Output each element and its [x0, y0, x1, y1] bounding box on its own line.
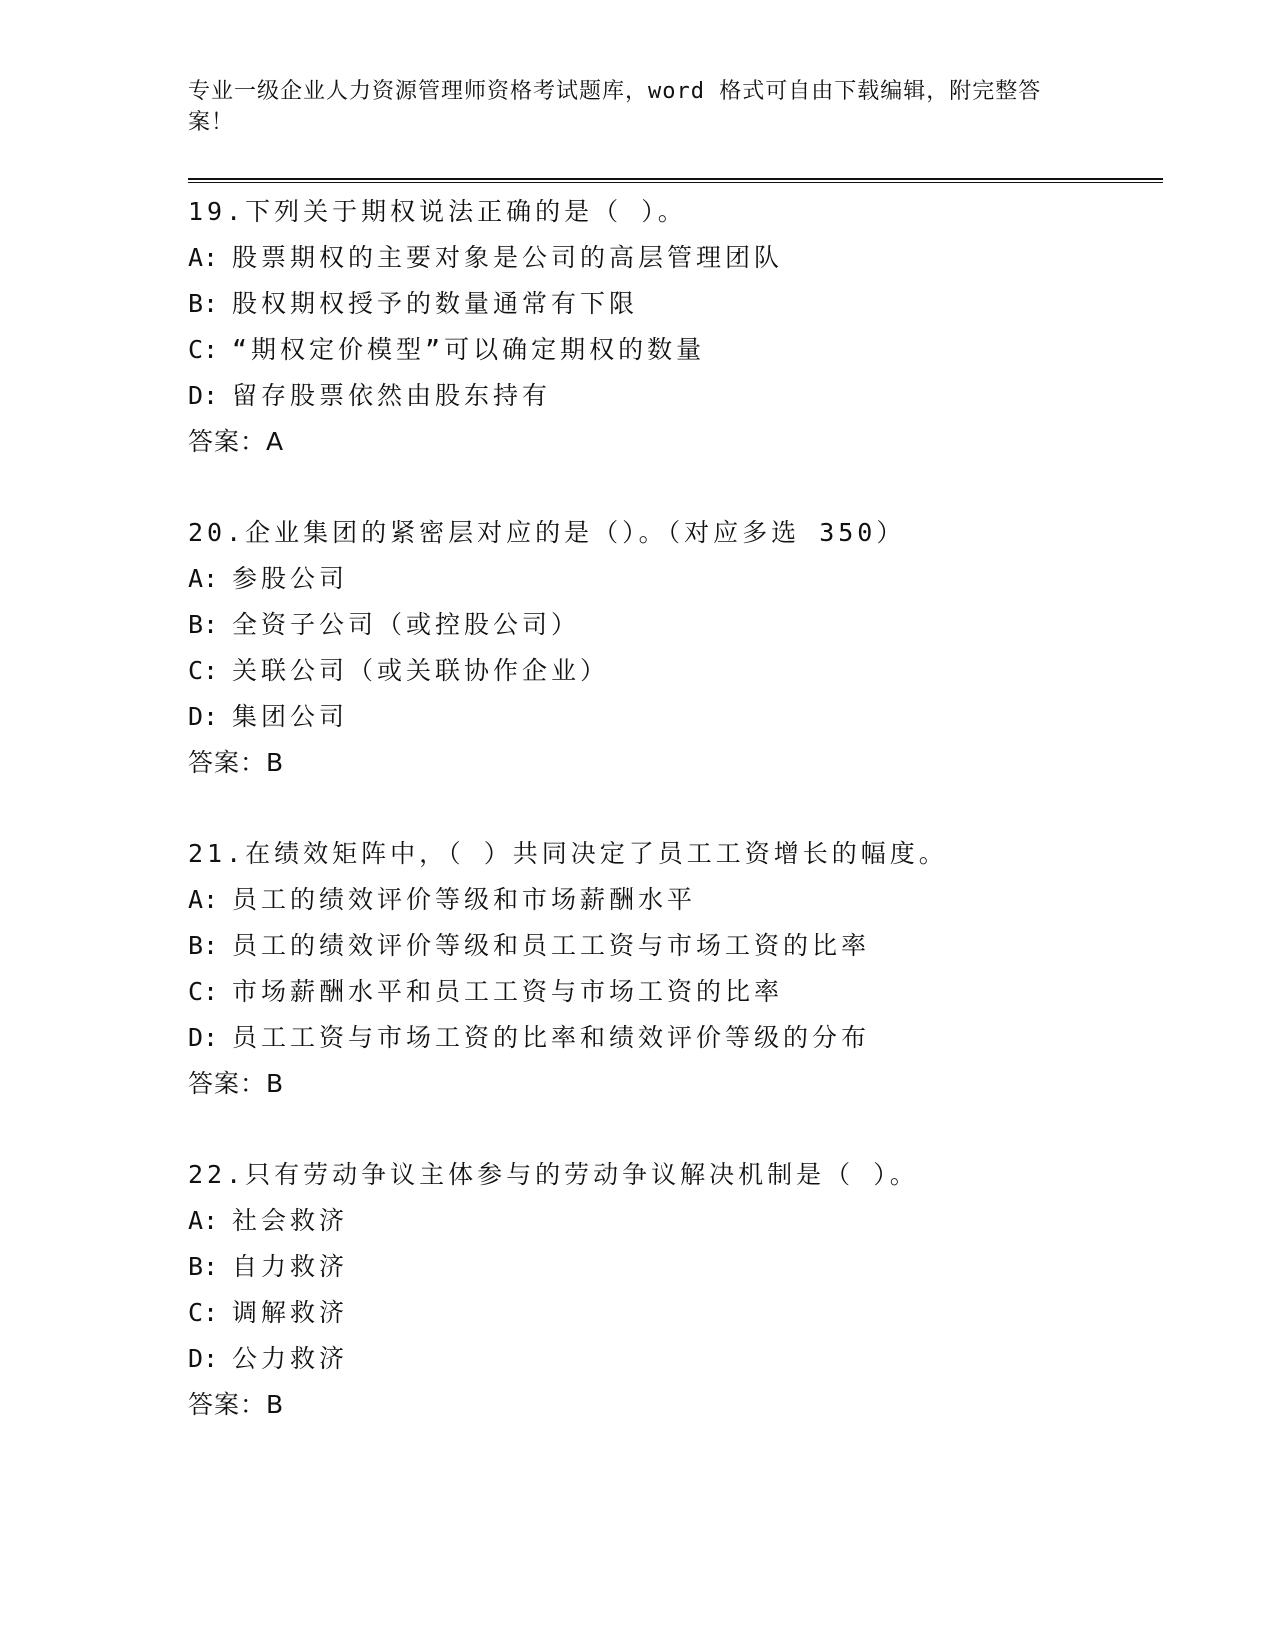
option-c: [188, 327, 1168, 373]
option-d: [188, 1336, 1168, 1382]
question-22: [188, 1152, 1168, 1428]
option-letter: A:: [188, 1206, 219, 1235]
option-text: 社会救济: [232, 1206, 349, 1235]
option-text: 市场薪酬水平和员工工资与市场工资的比率: [232, 977, 784, 1006]
document-header: 专业一级企业人力资源管理师资格考试题库，word 格式可自由下载编辑，附完整答案！: [188, 79, 1042, 135]
option-c: [188, 648, 1168, 694]
question-stem: 19.下列关于期权说法正确的是（ ）。: [188, 197, 687, 226]
option-text: 调解救济: [232, 1298, 349, 1327]
option-a: [188, 1198, 1168, 1244]
option-letter: C:: [188, 1298, 219, 1327]
option-text: 集团公司: [232, 702, 349, 731]
option-letter: B:: [188, 931, 219, 960]
question-21: [188, 831, 1168, 1107]
option-text: 股权期权授予的数量通常有下限: [232, 289, 639, 318]
option-text: 公力救济: [232, 1344, 349, 1373]
option-text: 股票期权的主要对象是公司的高层管理团队: [232, 243, 784, 272]
answer-line: 答案：A: [188, 427, 285, 456]
option-letter: D:: [188, 381, 219, 410]
option-b: [188, 602, 1168, 648]
answer-line: 答案：B: [188, 748, 285, 777]
option-b: [188, 1244, 1168, 1290]
question-stem: 21.在绩效矩阵中，（ ）共同决定了员工工资增长的幅度。: [188, 839, 948, 868]
option-letter: D:: [188, 702, 219, 731]
option-b: [188, 923, 1168, 969]
option-text: 员工的绩效评价等级和员工工资与市场工资的比率: [232, 931, 871, 960]
question-19: [188, 189, 1168, 465]
option-text: 全资子公司（或控股公司）: [232, 610, 581, 639]
option-d: [188, 373, 1168, 419]
option-text: 参股公司: [232, 564, 349, 593]
option-letter: D:: [188, 1344, 219, 1373]
option-text: 自力救济: [232, 1252, 349, 1281]
option-c: [188, 1290, 1168, 1336]
option-letter: B:: [188, 610, 219, 639]
question-20: [188, 510, 1168, 786]
option-letter: A:: [188, 564, 219, 593]
option-text: “期权定价模型”可以确定期权的数量: [232, 335, 706, 364]
answer-line: 答案：B: [188, 1390, 285, 1419]
option-letter: C:: [188, 977, 219, 1006]
option-c: [188, 969, 1168, 1015]
option-text: 关联公司（或关联协作企业）: [232, 656, 610, 685]
option-letter: B:: [188, 289, 219, 318]
option-letter: C:: [188, 335, 219, 364]
header-divider-thin: [188, 182, 1163, 183]
question-list: [188, 189, 1168, 1428]
option-text: 留存股票依然由股东持有: [232, 381, 552, 410]
option-d: [188, 694, 1168, 740]
option-letter: B:: [188, 1252, 219, 1281]
option-text: 员工的绩效评价等级和市场薪酬水平: [232, 885, 697, 914]
option-letter: C:: [188, 656, 219, 685]
question-stem: 22.只有劳动争议主体参与的劳动争议解决机制是（ ）。: [188, 1160, 919, 1189]
option-letter: A:: [188, 243, 219, 272]
header-divider-thick: [188, 178, 1163, 180]
option-d: [188, 1015, 1168, 1061]
option-letter: D:: [188, 1023, 219, 1052]
option-a: [188, 556, 1168, 602]
question-stem: 20.企业集团的紧密层对应的是（）。（对应多选 350）: [188, 518, 906, 547]
option-b: [188, 281, 1168, 327]
answer-line: 答案：B: [188, 1069, 285, 1098]
option-a: [188, 877, 1168, 923]
option-a: [188, 235, 1168, 281]
option-letter: A:: [188, 885, 219, 914]
option-text: 员工工资与市场工资的比率和绩效评价等级的分布: [232, 1023, 871, 1052]
